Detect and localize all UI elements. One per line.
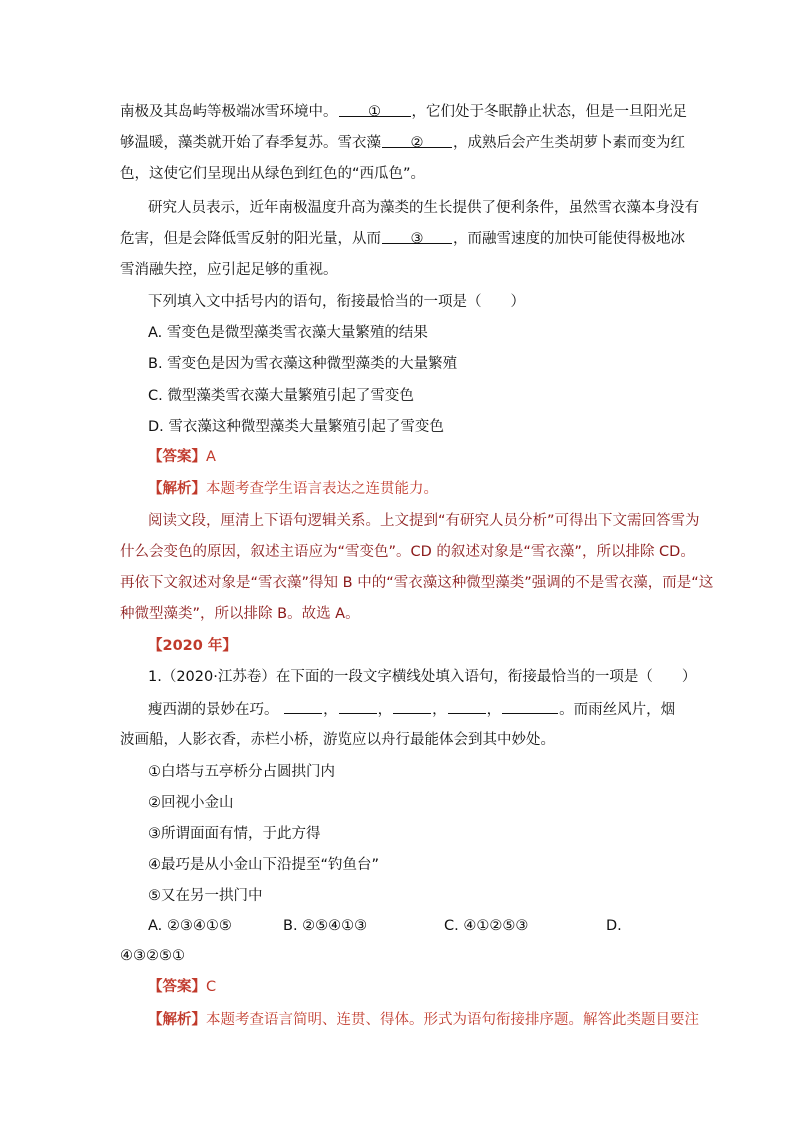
explanation-line: 再依下文叙述对象是“雪衣藻”得知 B 中的“雪衣藻这种微型藻类”强调的不是雪衣藻，而是“这 [120,575,714,591]
option-d-label: D. [606,918,622,934]
blank [393,699,431,714]
answer-value: C [206,979,217,995]
question-stem: 下列填入文中括号内的语句，衔接最恰当的一项是（ ） [148,294,525,310]
passage-text: 够温暖，藻类就开始了春季复苏。雪衣藻 [120,135,381,151]
explanation-line: 种微型藻类”，所以排除 B。故选 A。 [120,606,360,622]
passage-text: ，而融雪速度的加快可能使得极地冰 [453,231,685,247]
option-c: C. 微型藻类雪衣藻大量繁殖引起了雪变色 [148,388,414,404]
sentence-item-3: ③所谓面面有情，于此方得 [148,826,321,842]
blank-2: ② [382,133,452,148]
passage-text: ，成熟后会产生类胡萝卜素而变为红 [453,135,685,151]
analysis-tag: 【解析】 [148,481,206,497]
passage-text: 南极及其岛屿等极端冰雪环境中。 [120,104,338,120]
option-a: A. ②③④①⑤ [148,918,232,934]
option-b: B. 雪变色是因为雪衣藻这种微型藻类的大量繁殖 [148,356,458,372]
blank [339,699,377,714]
option-a: A. 雪变色是微型藻类雪衣藻大量繁殖的结果 [148,325,428,341]
sentence-item-5: ⑤又在另一拱门中 [148,888,263,904]
answer-tag: 【答案】 [148,979,206,995]
passage-text: ，它们处于冬眠静止状态，但是一旦阳光足 [411,104,687,120]
option-b: B. ②⑤④①③ [283,918,368,934]
answer-tag: 【答案】 [148,449,206,465]
analysis-line [148,1010,699,1030]
passage-line: 雪消融失控，应引起足够的重视。 [120,262,338,278]
option-d-value: ④③②⑤① [120,948,185,964]
analysis-tag: 【解析】 [148,1012,206,1028]
question-text-line: 波画船，人影衣香，赤栏小桥，游览应以舟行最能体会到其中妙处。 [120,732,555,748]
passage-line [120,229,685,249]
option-c: C. ④①②⑤③ [444,918,529,934]
analysis-text: 本题考查语言简明、连贯、得体。形式为语句衔接排序题。解答此类题目要注 [206,1012,699,1028]
analysis-line [148,479,438,499]
options-row [148,916,648,936]
passage-line: 研究人员表示，近年南极温度升高为藻类的生长提供了便利条件，虽然雪衣藻本身没有 [148,200,699,216]
passage-line [120,102,687,122]
blank [448,699,486,714]
analysis-text: 本题考查学生语言表达之连贯能力。 [206,481,438,497]
option-d: D. 雪衣藻这种微型藻类大量繁殖引起了雪变色 [148,419,444,435]
sentence-item-4: ④最巧是从小金山下沿提至“钓鱼台” [148,857,380,873]
passage-text: 危害，但是会降低雪反射的阳光量，从而 [120,231,381,247]
answer-line [148,977,216,997]
question-stem: 1.（2020·江苏卷）在下面的一段文字横线处填入语句，衔接最恰当的一项是（ ） [148,669,697,685]
year-heading: 【2020 年】 [148,638,237,654]
blank-1: ① [339,102,411,117]
blank [284,699,322,714]
answer-line [148,447,216,467]
question-text: 瘦西湖的景妙在巧。 [148,702,279,718]
blank [502,699,558,714]
question-text-line: 瘦西湖的景妙在巧。 ， ， ， ， 。而雨丝风片，烟 [148,699,675,720]
sentence-item-1: ①白塔与五亭桥分占圆拱门内 [148,764,335,780]
sentence-item-2: ②回视小金山 [148,795,234,811]
passage-line: 色，这使它们呈现出从绿色到红色的“西瓜色”。 [120,166,426,182]
question-text: 。而雨丝风片，烟 [559,702,676,718]
blank-3: ③ [382,229,452,244]
answer-value: A [206,449,216,465]
passage-line [120,133,685,153]
explanation-line: 阅读文段，厘清上下语句逻辑关系。上文提到“有研究人员分析”可得出下文需回答雪为 [148,513,700,529]
explanation-line: 什么会变色的原因，叙述主语应为“雪变色”。CD 的叙述对象是“雪衣藻”，所以排除 CD。 [120,544,695,560]
